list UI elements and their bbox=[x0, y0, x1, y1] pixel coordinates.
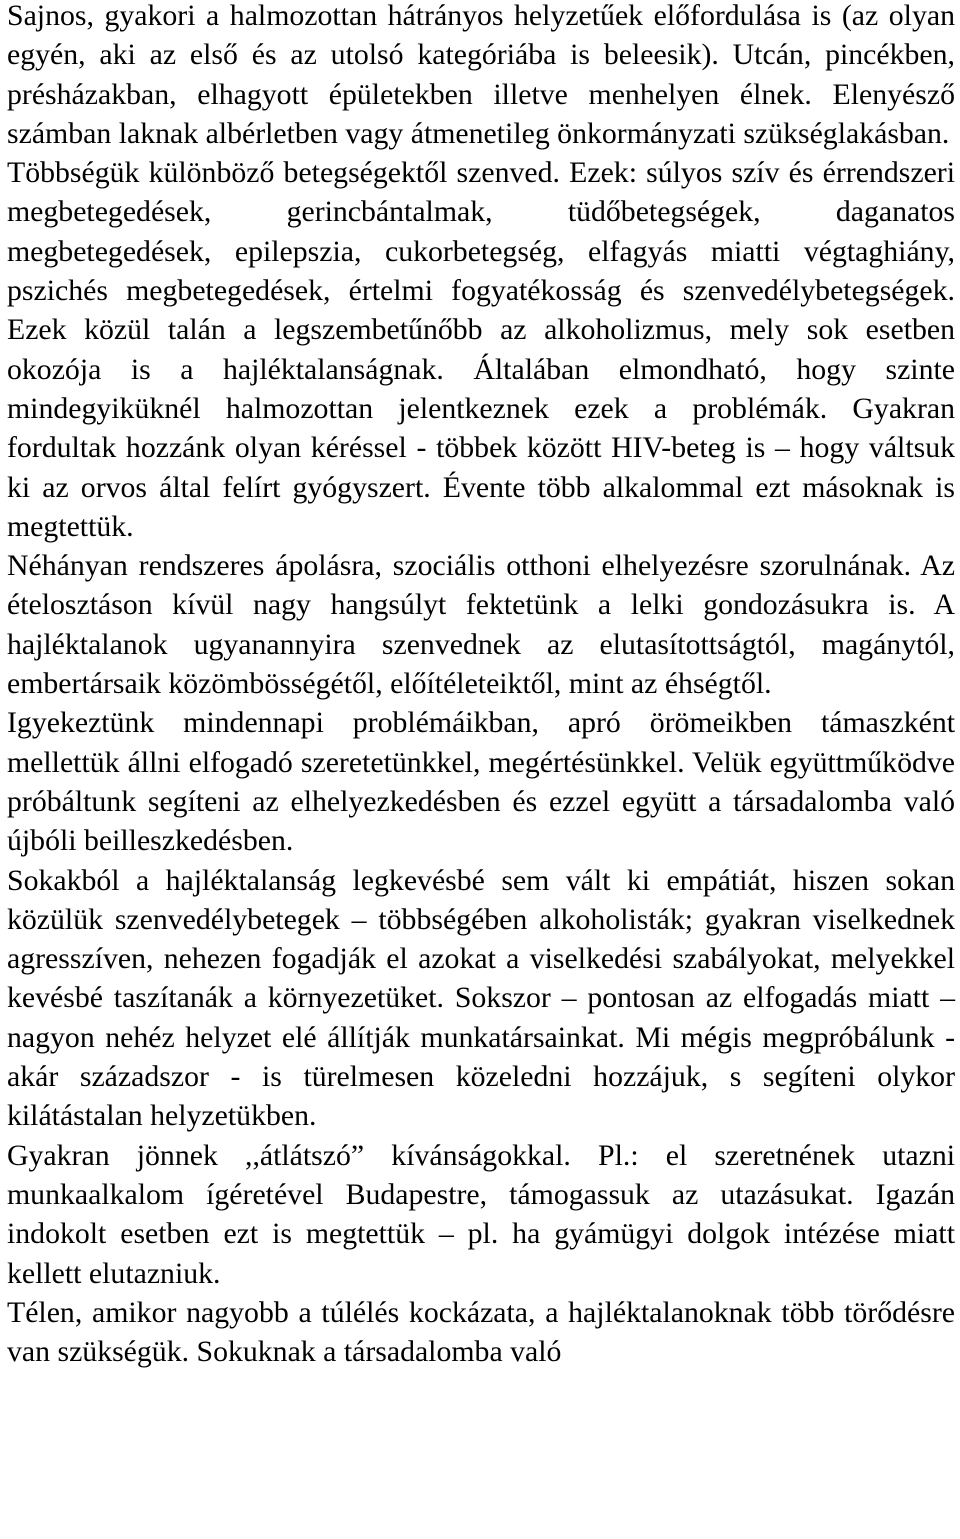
paragraph-3: Néhányan rendszeres ápolásra, szociális otthoni elhelyezésre szorulnának. Az ételosztáson kívül nagy hangsúlyt fektetünk a lelki gondozásukra is. A hajléktalanok ugyanannyira szenvednek az elutasítottságtól, magánytól, embertársaik közömbösségétől, előítéleteiktől, mint az éhségtől. bbox=[7, 549, 955, 701]
paragraph-7: Télen, amikor nagyobb a túlélés kockázata, a hajléktalanoknak több törődésre van szükségük. Sokuknak a társadalomba való bbox=[7, 1295, 955, 1369]
paragraph-1: Sajnos, gyakori a halmozottan hátrányos helyzetűek előfordulása is (az olyan egyén, aki az első és az utolsó kategóriába is beleesik). Utcán, pincékben, présházakban, elhagyott épületekben illetve menhelyen élnek. Elenyésző számban laknak albérletben vagy átmenetileg önkormányzati szükséglakásban. bbox=[7, 0, 955, 150]
paragraph-2: Többségük különböző betegségektől szenved. Ezek: súlyos szív és érrendszeri megbetegedések, gerincbántalmak, tüdőbetegségek, daganatos megbetegedések, epilepszia, cukorbetegség, elfagyás miatti végtaghiány, pszichés megbetegedések, értelmi fogyatékosság és szenvedélybetegségek. Ezek közül talán a legszembetűnőbb az alkoholizmus, mely sok esetben okozója is a hajléktalanságnak. Általában elmondható, hogy szinte mindegyiküknél halmozottan jelentkeznek ezek a problémák. Gyakran fordultak hozzánk olyan kéréssel - többek között HIV-beteg is – hogy váltsuk ki az orvos által felírt gyógyszert. Évente több alkalommal ezt másoknak is megtettük. bbox=[7, 156, 955, 543]
paragraph-4: Igyekeztünk mindennapi problémáikban, apró örömeikben támaszként mellettük állni elfogadó szeretetünkkel, megértésünkkel. Velük együttműködve próbáltunk segíteni az elhelyezkedésben és ezzel együtt a társadalomba való újbóli beilleszkedésben. bbox=[7, 706, 955, 858]
paragraph-6: Gyakran jönnek ,,átlátszó” kívánságokkal. Pl.: el szeretnének utazni munkaalkalom ígéretével Budapestre, támogassuk az utazásukat. Igazán indokolt esetben ezt is megtettük – pl. ha gyámügyi dolgok intézése miatt kellett elutazniuk. bbox=[7, 1138, 955, 1290]
paragraph-5: Sokakból a hajléktalanság legkevésbé sem vált ki empátiát, hiszen sokan közülük szenvedélybetegek – többségében alkoholisták; gyakran viselkednek agresszíven, nehezen fogadják el azokat a viselkedési szabályokat, melyekkel kevésbé taszítanák a környezetüket. Sokszor – pontosan az elfogadás miatt – nagyon nehéz helyzet elé állítják munkatársainkat. Mi mégis megpróbálunk - akár századszor - is türelmesen közeledni hozzájuk, s segíteni olykor kilátástalan helyzetükben. bbox=[7, 863, 955, 1133]
